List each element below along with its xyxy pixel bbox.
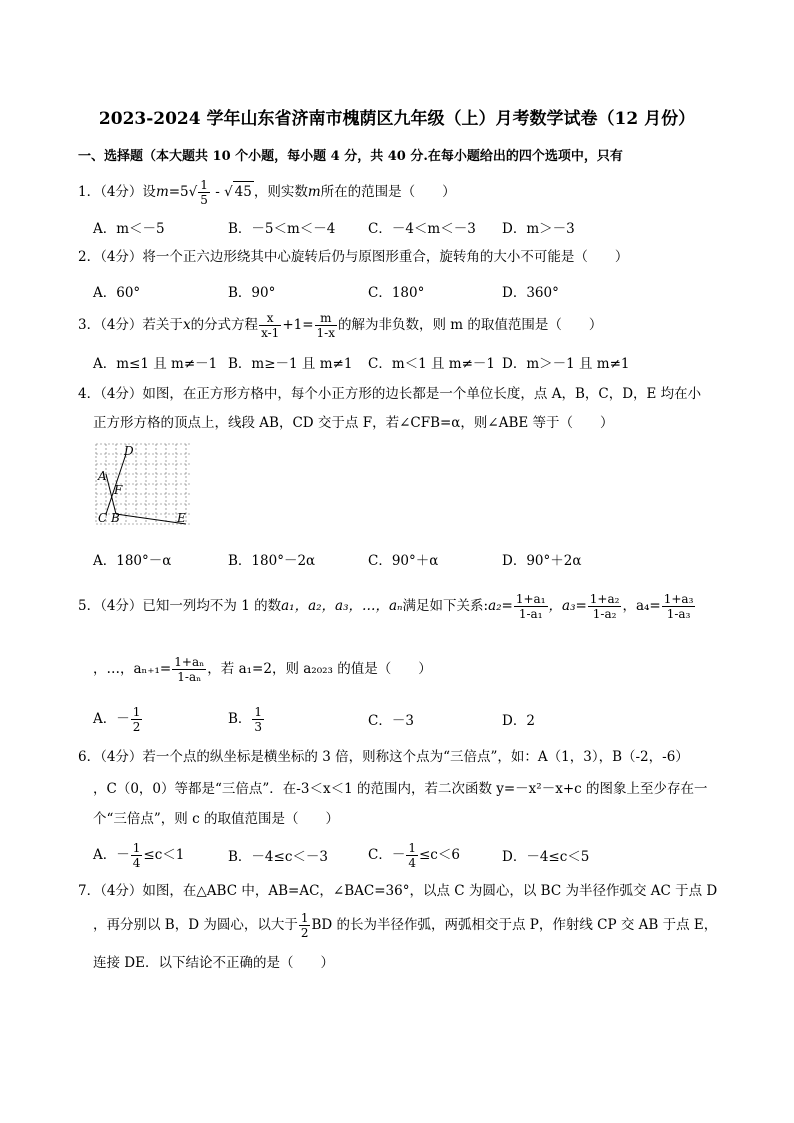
question-6-line-2: ，C（0，0）等都是“三倍点”．在-3＜x＜1 的范围内，若二次函数 y=－x²－x+c 的图象上至少存在一 xyxy=(93,781,708,797)
q5-option-a: A．－ $\frac{1}{2}$ xyxy=(93,705,141,734)
q1-tail: ，则实数 xyxy=(253,184,308,200)
q5-option-d: D．2 xyxy=(502,713,535,729)
q4-option-b: B．180°－2α xyxy=(228,553,316,569)
q3-option-b: B．m≥－1 且 m≠1 xyxy=(228,356,353,372)
q1-fraction: $\frac{1}{5}$ xyxy=(200,178,208,207)
q3-option-d: D．m＞－1 且 m≠1 xyxy=(502,356,630,372)
page-title: 2023-2024 学年山东省济南市槐荫区九年级（上）月考数学试卷（12 月份） xyxy=(98,109,696,129)
q1-option-c: C．－4＜m＜－3 xyxy=(368,221,476,237)
q1-eq: =5 xyxy=(168,184,189,200)
grid-figure xyxy=(94,442,194,530)
q3-option-a: A．m≤1 且 m≠－1 xyxy=(93,356,218,372)
q1-num: 1．（4分）设 xyxy=(78,184,156,200)
q1-option-d: D．m＞－3 xyxy=(502,221,575,237)
q3-option-c: C．m＜1 且 m≠－1 xyxy=(368,356,496,372)
label-f: F xyxy=(114,483,123,497)
label-a: A xyxy=(98,469,107,483)
sqrt-sign: √ xyxy=(224,184,233,200)
q3-fraction-1: $\frac{x}{x-1}$ xyxy=(261,311,280,340)
question-6-line-3: 个“三倍点”，则 c 的取值范围是（ ） xyxy=(93,811,339,827)
q6-option-c: C．－ $\frac{1}{4}$ ≤c＜6 xyxy=(368,841,460,870)
q4-option-a: A．180°－α xyxy=(93,553,172,569)
question-6-line-1: 6．（4分）若一个点的纵坐标是横坐标的 3 倍，则称这个点为“三倍点”，如：A（1，3），B（-2，-6） xyxy=(78,749,689,765)
question-7-line-1: 7．（4分）如图，在△ABC 中，AB=AC，∠BAC=36°，以点 C 为圆心，以 BC 为半径作弧交 AC 于点 D xyxy=(78,883,718,899)
q3-fraction-2: $\frac{m}{1-x}$ xyxy=(316,311,335,340)
q1-tail2: 所在的范围是（ ） xyxy=(320,184,456,200)
q2-option-d: D．360° xyxy=(502,285,559,301)
q2-option-a: A．60° xyxy=(93,285,141,301)
question-4-line-1: 4．（4分）如图，在正方形方格中，每个小正方形的边长都是一个单位长度，点 A，B，C，D，E 均在小 xyxy=(78,386,702,402)
question-3: 3．（4分）若关于x的分式方程 $\frac{x}{x-1}$ +1= $\frac{m}{1-x}$ 的解为非负数，则 m 的取值范围是（ ） xyxy=(78,311,603,340)
q5-option-b: B． $\frac{1}{3}$ xyxy=(228,705,263,734)
q5-option-c: C．－3 xyxy=(368,713,414,729)
q4-option-d: D．90°＋2α xyxy=(502,553,582,569)
q6-option-d: D．－4≤c＜5 xyxy=(502,849,590,865)
question-2: 2．（4分）将一个正六边形绕其中心旋转后仍与原图形重合，旋转角的大小不可能是（ ） xyxy=(78,249,629,265)
label-c: C xyxy=(98,511,108,525)
q1-minus: - xyxy=(210,184,225,200)
q6-option-b: B．－4≤c＜－3 xyxy=(228,849,328,865)
q1-option-a: A．m＜－5 xyxy=(93,221,165,237)
section-heading: 一、选择题（本大题共 10 个小题，每小题 4 分，共 40 分.在每小题给出的四个选项中，只有 xyxy=(78,149,623,164)
question-7-line-3: 连接 DE．以下结论不正确的是（ ） xyxy=(93,955,334,971)
question-1 xyxy=(78,178,456,207)
label-e: E xyxy=(177,511,186,525)
question-4-line-2: 正方形方格的顶点上，线段 AB，CD 交于点 F，若∠CFB=α，则∠ABE 等于（ ） xyxy=(93,415,614,431)
segment-be xyxy=(116,514,186,524)
q2-option-c: C．180° xyxy=(368,285,425,301)
sqrt-sign: √ xyxy=(188,184,198,200)
label-b: B xyxy=(111,511,120,525)
question-5-line-2: ，…，aₙ₊₁= $\frac{\text{1+aₙ}}{\text{1-aₙ}}$ ，若 a₁=2，则 a₂₀₂₃ 的值是（ ） xyxy=(93,655,432,684)
q1-sqrt45: 45 xyxy=(233,181,254,202)
label-d: D xyxy=(124,444,134,458)
q1-option-b: B．－5＜m＜－4 xyxy=(228,221,336,237)
q4-option-c: C．90°＋α xyxy=(368,553,439,569)
q6-option-a: A．－ $\frac{1}{4}$ ≤c＜1 xyxy=(93,841,185,870)
q1-m: m xyxy=(155,184,169,200)
q2-option-b: B．90° xyxy=(228,285,276,301)
question-5-line-1: 5．（4分）已知一列均不为 1 的数a₁，a₂，a₃，…，aₙ满足如下关系:a₂= $\frac{\text{1+a₁}}{\text{1-a₁}}$ ，a₃= $\frac{\text{1+a₂}}{\text{1-a₂}}$ ，a₄= $\frac{\text{1+a₃}}{\text{1-a₃}}$ xyxy=(78,592,694,621)
question-7-line-2: ，再分别以 B，D 为圆心，以大于 $\frac{1}{2}$ BD 的长为半径作弧，两弧相交于点 P，作射线 CP 交 AB 于点 E， xyxy=(93,911,718,940)
q1-m2: m xyxy=(307,184,321,200)
